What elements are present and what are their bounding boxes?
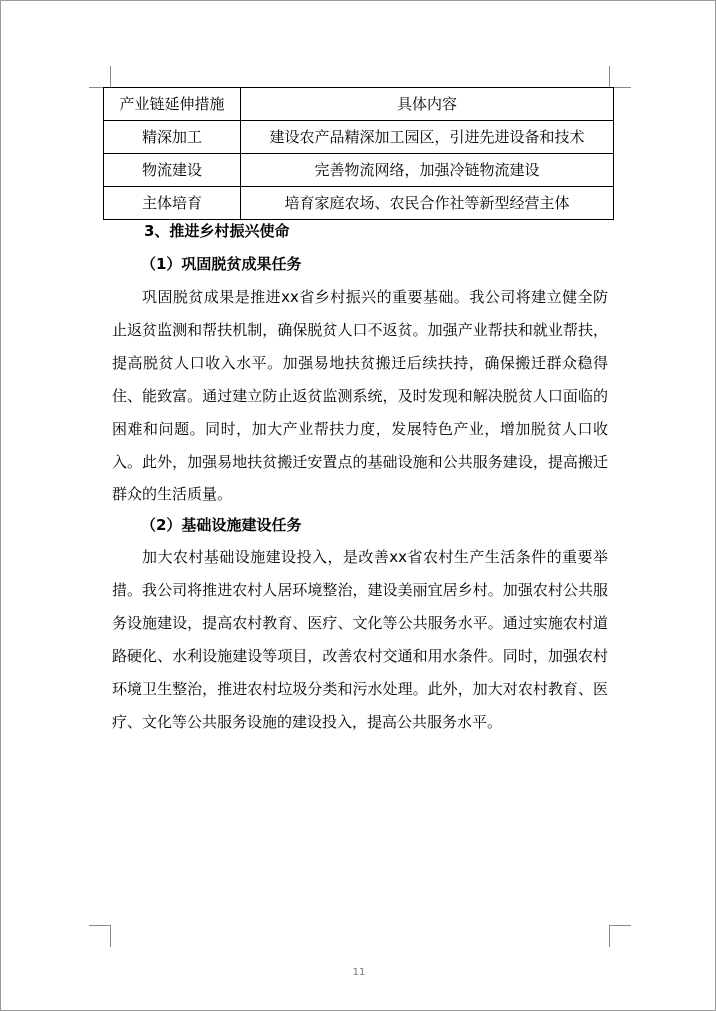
table-cell-content: 完善物流网络，加强冷链物流建设 (241, 154, 614, 187)
table-cell-measure: 物流建设 (104, 154, 241, 187)
table-cell-content: 建设农产品精深加工园区，引进先进设备和技术 (241, 121, 614, 154)
crop-mark-bottom-left-v (110, 925, 111, 947)
table-cell-measure: 精深加工 (104, 121, 241, 154)
subsection-heading: （2）基础设施建设任务 (141, 516, 302, 534)
paragraph: 加大农村基础设施建设投入，是改善xx省农村生产生活条件的重要举措。我公司将推进农村人居环境整治，建设美丽宜居乡村。加强农村公共服务设施建设，提高农村教育、医疗、文化等公共服务水平。通过实施农村道路硬化、水利设施建设等项目，改善农村交通和用水条件。同时，加强农村环境卫生整治，推进农村垃圾分类和污水处理。此外，加大对农村教育、医疗、文化等公共服务设施的建设投入，提高公共服务水平。 (112, 548, 608, 731)
page-number: 11 (352, 967, 366, 978)
table-header-cell: 产业链延伸措施 (104, 88, 241, 121)
table-row (104, 121, 614, 154)
subsection-heading: （1）巩固脱贫成果任务 (141, 255, 302, 273)
crop-mark-top-left-v (110, 66, 111, 88)
table-header-cell: 具体内容 (241, 88, 614, 121)
table-header-row (104, 88, 614, 121)
industry-chain-table (103, 87, 614, 220)
crop-mark-bottom-left-h (89, 925, 111, 926)
section-heading: 3、推进乡村振兴使命 (144, 222, 290, 240)
crop-mark-bottom-right-v (609, 925, 610, 947)
table-cell-measure: 主体培育 (104, 187, 241, 220)
paragraph: 巩固脱贫成果是推进xx省乡村振兴的重要基础。我公司将建立健全防止返贫监测和帮扶机制，确保脱贫人口不返贫。加强产业帮扶和就业帮扶，提高脱贫人口收入水平。加强易地扶贫搬迁后续扶持，确保搬迁群众稳得住、能致富。通过建立防止返贫监测系统，及时发现和解决脱贫人口面临的困难和问题。同时，加大产业帮扶力度，发展特色产业，增加脱贫人口收入。此外，加强易地扶贫搬迁安置点的基础设施和公共服务建设，提高搬迁群众的生活质量。 (112, 288, 608, 504)
table-cell-content: 培育家庭农场、农民合作社等新型经营主体 (241, 187, 614, 220)
crop-mark-bottom-right-h (609, 925, 631, 926)
table-row (104, 154, 614, 187)
crop-mark-top-right-v (609, 66, 610, 88)
table-row (104, 187, 614, 220)
